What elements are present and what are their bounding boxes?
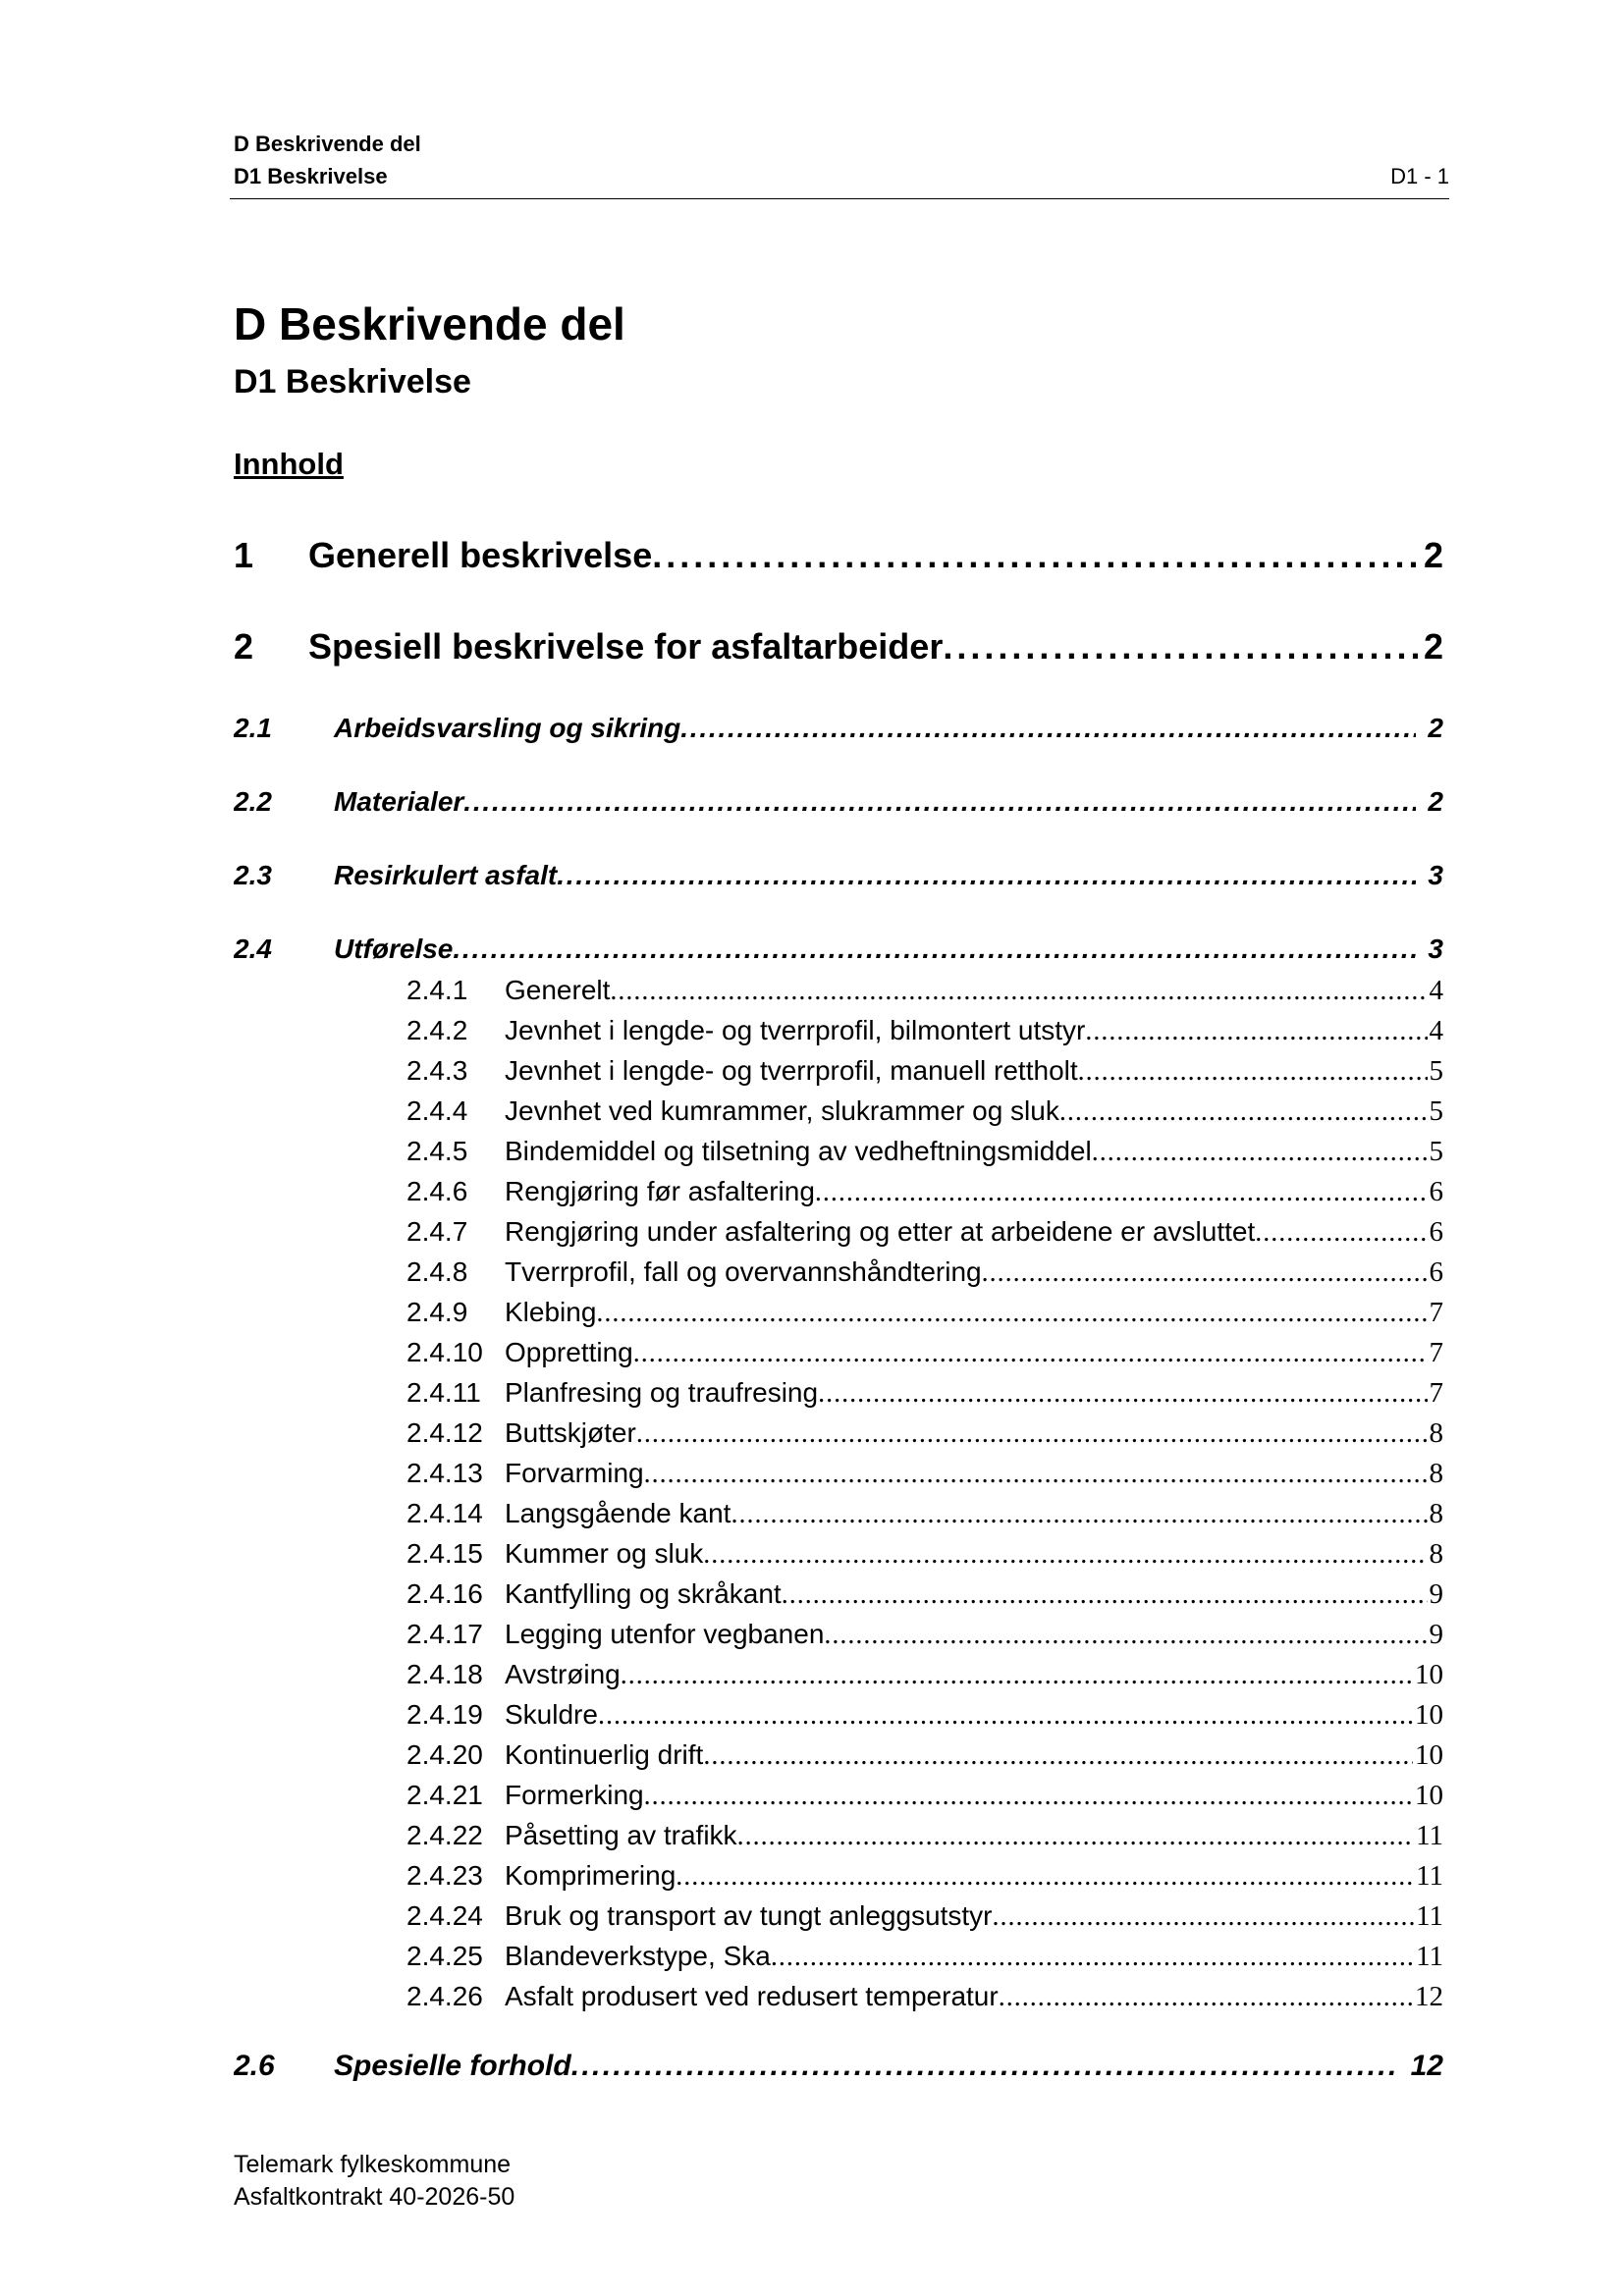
- toc-entry-page: 5: [1429, 1095, 1443, 1127]
- toc-entry-label: Buttskjøter: [505, 1417, 636, 1448]
- toc-entry-2-4-9[interactable]: [406, 1297, 1443, 1329]
- toc-entry-label: Formerking: [505, 1780, 644, 1810]
- toc-entry-number: 2.4.21: [406, 1780, 483, 1810]
- toc-entry-number: 1: [234, 535, 254, 575]
- toc-entry-number: 2.4.17: [406, 1619, 483, 1649]
- toc-leader-dots: [731, 1499, 1427, 1530]
- toc-leader-dots: [1085, 1016, 1427, 1047]
- toc-leader-dots: [993, 1901, 1415, 1933]
- toc-entry-2[interactable]: [234, 626, 1443, 667]
- toc-leader-dots: [815, 1177, 1428, 1208]
- toc-entry-page: 7: [1429, 1377, 1443, 1409]
- toc-entry-number: 2.4.16: [406, 1578, 483, 1609]
- toc-entry-2-4-1[interactable]: [406, 975, 1443, 1007]
- toc-entry-label: Asfalt produsert ved redusert temperatur: [505, 1981, 999, 2011]
- toc-entry-number: 2.4.5: [406, 1136, 468, 1166]
- toc-entry-page: 10: [1415, 1699, 1443, 1731]
- toc-leader-dots: [571, 2050, 1399, 2083]
- toc-leader-dots: [1255, 1217, 1427, 1249]
- toc-entry-2-1[interactable]: [234, 713, 1443, 744]
- toc-entry-page: 9: [1429, 1619, 1443, 1650]
- toc-leader-dots: [999, 1982, 1413, 2013]
- toc-leader-dots: [1059, 1096, 1428, 1128]
- toc-entry-number: 2.4.23: [406, 1860, 483, 1891]
- toc-entry-page: 10: [1415, 1659, 1443, 1690]
- toc-entry-page: 2: [1428, 786, 1443, 817]
- toc-entry-number: 2.4.15: [406, 1538, 483, 1569]
- toc-entry-2-4-8[interactable]: [406, 1256, 1443, 1289]
- toc-entry-page: 8: [1429, 1538, 1443, 1570]
- toc-entry-label: Jevnhet i lengde- og tverrprofil, manuell rettholt: [505, 1055, 1078, 1086]
- toc-leader-dots: [824, 1620, 1427, 1651]
- toc-entry-2-4-19[interactable]: [406, 1699, 1443, 1732]
- toc-leader-dots: [703, 1539, 1427, 1571]
- toc-leader-dots: [982, 1257, 1428, 1289]
- toc-entry-page: 8: [1429, 1458, 1443, 1489]
- footer-contract: Asfaltkontrakt 40-2026-50: [234, 2183, 515, 2211]
- toc-entry-2-4-18[interactable]: [406, 1659, 1443, 1691]
- toc-entry-2-4-22[interactable]: [406, 1820, 1443, 1852]
- toc-entry-label: Arbeidsvarsling og sikring: [334, 713, 681, 743]
- toc-entry-number: 2.6: [234, 2050, 275, 2082]
- toc-heading: Innhold: [234, 447, 344, 481]
- toc-entry-label: Langsgående kant: [505, 1498, 731, 1528]
- toc-entry-page: 8: [1429, 1417, 1443, 1449]
- toc-entry-2-4-26[interactable]: [406, 1981, 1443, 2013]
- toc-entry-label: Kontinuerlig drift: [505, 1739, 704, 1770]
- toc-entry-label: Rengjøring før asfaltering: [505, 1176, 815, 1206]
- toc-entry-number: 2.4.4: [406, 1095, 468, 1126]
- toc-entry-label: Kummer og sluk: [505, 1538, 704, 1569]
- toc-leader-dots: [644, 1459, 1428, 1490]
- toc-entry-number: 2.4.2: [406, 1015, 468, 1045]
- toc-leader-dots: [737, 1821, 1415, 1852]
- toc-entry-label: Jevnhet i lengde- og tverrprofil, bilmontert utstyr: [505, 1015, 1086, 1045]
- toc-entry-label: Jevnhet ved kumrammer, slukrammer og sluk: [505, 1095, 1059, 1126]
- header-subsection-title: D1 Beskrivelse: [234, 164, 388, 188]
- toc-entry-label: Utførelse: [334, 934, 454, 964]
- toc-entry-number: 2.4.25: [406, 1941, 483, 1971]
- document-title: D Beskrivende del: [234, 298, 625, 349]
- toc-leader-dots: [644, 1781, 1413, 1812]
- toc-entry-label: Resirkulert asfalt: [334, 860, 558, 890]
- toc-entry-label: Legging utenfor vegbanen: [505, 1619, 825, 1649]
- toc-entry-2-3[interactable]: [234, 860, 1443, 891]
- toc-entry-page: 2: [1428, 713, 1443, 743]
- toc-entry-2-4-25[interactable]: [406, 1941, 1443, 1973]
- toc-entry-number: 2.2: [234, 786, 272, 817]
- toc-entry-page: 6: [1429, 1216, 1443, 1248]
- toc-entry-page: 11: [1416, 1900, 1443, 1932]
- toc-entry-page: 12: [1415, 1981, 1443, 2012]
- toc-entry-number: 2.4.6: [406, 1176, 468, 1206]
- toc-entry-page: 5: [1429, 1136, 1443, 1167]
- toc-entry-number: 2.4: [234, 934, 272, 964]
- toc-leader-dots: [818, 1378, 1427, 1410]
- toc-entry-label: Forvarming: [505, 1458, 644, 1488]
- toc-entry-number: 2.4.12: [406, 1417, 483, 1448]
- header-section-title: D Beskrivende del: [234, 132, 421, 156]
- toc-entry-2-4-3[interactable]: [406, 1055, 1443, 1088]
- toc-entry-label: Planfresing og traufresing: [505, 1377, 819, 1408]
- toc-entry-number: 2.4.8: [406, 1256, 468, 1287]
- toc-entry-2-4-13[interactable]: [406, 1458, 1443, 1490]
- toc-entry-2-4-2[interactable]: [406, 1015, 1443, 1047]
- toc-leader-dots: [652, 535, 1420, 576]
- toc-entry-number: 2.4.26: [406, 1981, 483, 2011]
- toc-entry-page: 11: [1416, 1820, 1443, 1851]
- toc-entry-page: 5: [1429, 1055, 1443, 1087]
- toc-entry-number: 2.1: [234, 713, 272, 743]
- toc-leader-dots: [1078, 1056, 1428, 1088]
- toc-entry-2-4-4[interactable]: [406, 1095, 1443, 1128]
- toc-entry-2-4-6[interactable]: [406, 1176, 1443, 1208]
- toc-entry-2-4-12[interactable]: [406, 1417, 1443, 1450]
- toc-entry-number: 2.4.13: [406, 1458, 483, 1488]
- toc-entry-label: Komprimering: [505, 1860, 677, 1891]
- toc-leader-dots: [703, 1740, 1413, 1772]
- toc-entry-2-4-24[interactable]: [406, 1900, 1443, 1933]
- toc-entry-page: 8: [1429, 1498, 1443, 1529]
- toc-entry-number: 2.4.14: [406, 1498, 483, 1528]
- toc-entry-number: 2.4.11: [406, 1377, 481, 1408]
- toc-entry-page: 6: [1429, 1256, 1443, 1288]
- header-page-number: D1 - 1: [1390, 164, 1449, 188]
- toc-entry-2-4-16[interactable]: [406, 1578, 1443, 1611]
- toc-entry-2-4-20[interactable]: [406, 1739, 1443, 1772]
- toc-leader-dots: [621, 1660, 1413, 1691]
- toc-entry-label: Skuldre: [505, 1699, 598, 1730]
- toc-entry-page: 3: [1428, 860, 1443, 890]
- toc-entry-page: 4: [1429, 975, 1443, 1006]
- toc-entry-label: Generelt: [505, 975, 611, 1005]
- toc-entry-page: 3: [1428, 934, 1443, 964]
- toc-leader-dots: [598, 1700, 1413, 1732]
- toc-entry-label: Tverrprofil, fall og overvannshåndtering: [505, 1256, 982, 1287]
- toc-leader-dots: [596, 1298, 1427, 1329]
- toc-entry-number: 2.4.20: [406, 1739, 483, 1770]
- toc-entry-page: 12: [1410, 2050, 1443, 2082]
- toc-entry-page: 9: [1429, 1578, 1443, 1610]
- toc-entry-label: Bindemiddel og tilsetning av vedheftningsmiddel: [505, 1136, 1092, 1166]
- toc-entry-2-4-14[interactable]: [406, 1498, 1443, 1530]
- header-rule: [230, 198, 1449, 199]
- toc-entry-label: Generell beskrivelse: [308, 535, 653, 575]
- toc-leader-dots: [557, 860, 1416, 891]
- toc-entry-page: 10: [1415, 1780, 1443, 1811]
- toc-entry-number: 2.4.24: [406, 1900, 483, 1931]
- toc-entry-number: 2.3: [234, 860, 272, 890]
- toc-entry-label: Rengjøring under asfaltering og etter at arbeidene er avsluttet: [505, 1216, 1256, 1247]
- toc-entry-page: 7: [1429, 1297, 1443, 1328]
- toc-entry-2-4-11[interactable]: [406, 1377, 1443, 1410]
- toc-entry-label: Spesielle forhold: [334, 2050, 571, 2082]
- toc-entry-label: Avstrøing: [505, 1659, 621, 1689]
- toc-entry-2-4-21[interactable]: [406, 1780, 1443, 1812]
- toc-leader-dots: [943, 626, 1420, 667]
- toc-entry-label: Blandeverkstype, Ska: [505, 1941, 771, 1971]
- toc-entry-number: 2.4.19: [406, 1699, 483, 1730]
- toc-entry-label: Kantfylling og skråkant: [505, 1578, 782, 1609]
- toc-entry-page: 6: [1429, 1176, 1443, 1207]
- toc-entry-page: 10: [1415, 1739, 1443, 1771]
- toc-entry-label: Bruk og transport av tungt anleggsutstyr: [505, 1900, 993, 1931]
- toc-entry-number: 2: [234, 626, 254, 667]
- toc-entry-1[interactable]: [234, 535, 1443, 576]
- toc-entry-page: 2: [1423, 626, 1443, 667]
- toc-leader-dots: [782, 1579, 1428, 1611]
- toc-leader-dots: [453, 934, 1416, 965]
- toc-leader-dots: [1092, 1137, 1428, 1168]
- toc-leader-dots: [771, 1942, 1414, 1973]
- toc-entry-2-4-23[interactable]: [406, 1860, 1443, 1893]
- toc-leader-dots: [633, 1338, 1428, 1369]
- toc-leader-dots: [610, 976, 1427, 1007]
- toc-entry-2-2[interactable]: [234, 786, 1443, 818]
- toc-entry-2-4-7[interactable]: [406, 1216, 1443, 1249]
- toc-entry-label: Spesiell beskrivelse for asfaltarbeider: [308, 626, 944, 667]
- toc-leader-dots: [636, 1418, 1428, 1450]
- toc-entry-number: 2.4.22: [406, 1820, 483, 1850]
- toc-entry-page: 4: [1429, 1015, 1443, 1046]
- document-subtitle: D1 Beskrivelse: [234, 363, 471, 400]
- toc-entry-number: 2.4.10: [406, 1337, 483, 1367]
- toc-entry-2-4[interactable]: [234, 934, 1443, 965]
- toc-entry-2-6[interactable]: [234, 2050, 1443, 2083]
- toc-entry-page: 2: [1423, 535, 1443, 575]
- toc-entry-label: Materialer: [334, 786, 464, 817]
- toc-entry-page: 11: [1416, 1941, 1443, 1972]
- toc-entry-2-4-17[interactable]: [406, 1619, 1443, 1651]
- toc-entry-label: Oppretting: [505, 1337, 633, 1367]
- toc-entry-number: 2.4.18: [406, 1659, 483, 1689]
- toc-entry-number: 2.4.9: [406, 1297, 468, 1327]
- toc-entry-number: 2.4.3: [406, 1055, 468, 1086]
- toc-entry-2-4-15[interactable]: [406, 1538, 1443, 1571]
- toc-entry-page: 11: [1416, 1860, 1443, 1892]
- footer-organization: Telemark fylkeskommune: [234, 2151, 512, 2178]
- toc-entry-page: 7: [1429, 1337, 1443, 1368]
- toc-entry-number: 2.4.7: [406, 1216, 468, 1247]
- toc-entry-2-4-5[interactable]: [406, 1136, 1443, 1168]
- toc-entry-label: Påsetting av trafikk: [505, 1820, 737, 1850]
- toc-leader-dots: [680, 713, 1416, 744]
- toc-entry-2-4-10[interactable]: [406, 1337, 1443, 1369]
- toc-leader-dots: [463, 786, 1416, 818]
- toc-entry-label: Klebing: [505, 1297, 597, 1327]
- toc-entry-number: 2.4.1: [406, 975, 468, 1005]
- toc-leader-dots: [676, 1861, 1414, 1893]
